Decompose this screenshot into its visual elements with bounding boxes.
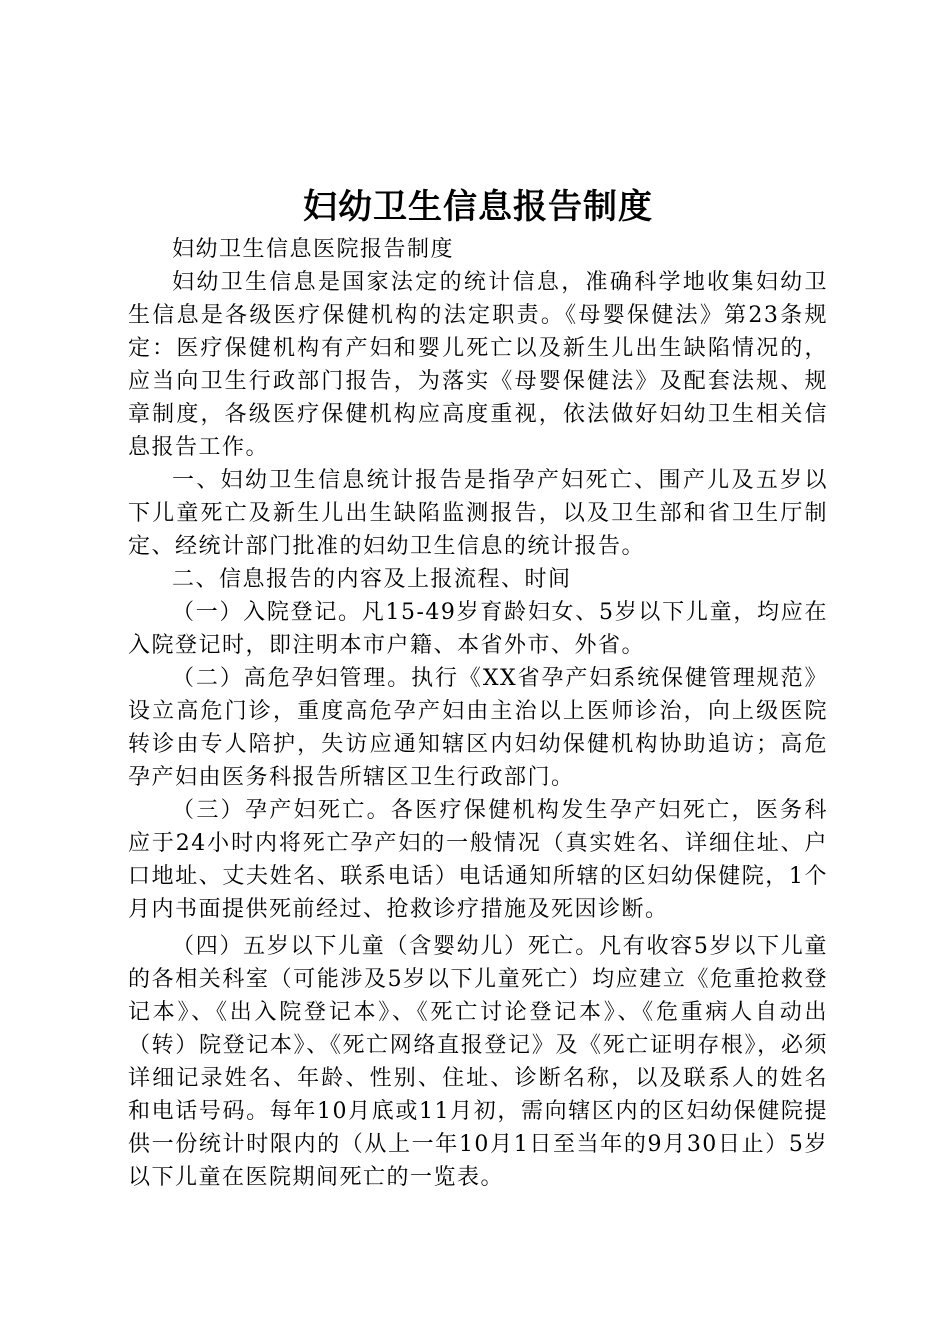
- item-admission-registration: （一）入院登记。凡15-49岁育龄妇女、5岁以下儿童，均应在入院登记时，即注明本市户籍、本省外市、外省。: [128, 600, 828, 658]
- item-high-risk-management: （二）高危孕妇管理。执行《XX省孕产妇系统保健管理规范》设立高危门诊，重度高危孕产妇由主治以上医师诊治，向上级医院转诊由专人陪护，失访应通知辖区内妇幼保健机构协助追访；高危孕产妇由医务科报告所辖区卫生行政部门。: [128, 666, 828, 790]
- subtitle-paragraph: 妇幼卫生信息医院报告制度: [172, 237, 455, 262]
- intro-paragraph: 妇幼卫生信息是国家法定的统计信息，准确科学地收集妇幼卫生信息是各级医疗保健机构的法定职责。《母婴保健法》第23条规定：医疗保健机构有产妇和婴儿死亡以及新生儿出生缺陷情况的，应当向卫生行政部门报告，为落实《母婴保健法》及配套法规、规章制度，各级医疗保健机构应高度重视，依法做好妇幼卫生相关信息报告工作。: [128, 270, 828, 460]
- section-one-paragraph: 一、妇幼卫生信息统计报告是指孕产妇死亡、围产儿及五岁以下儿童死亡及新生儿出生缺陷监测报告，以及卫生部和省卫生厅制定、经统计部门批准的妇幼卫生信息的统计报告。: [128, 468, 828, 559]
- section-two-heading: 二、信息报告的内容及上报流程、时间: [172, 567, 572, 592]
- document-title: 妇幼卫生信息报告制度: [303, 187, 653, 227]
- item-maternal-death: （三）孕产妇死亡。各医疗保健机构发生孕产妇死亡，医务科应于24小时内将死亡孕产妇的一般情况（真实姓名、详细住址、户口地址、丈夫姓名、联系电话）电话通知所辖的区妇幼保健院，1个月内书面提供死前经过、抢救诊疗措施及死因诊断。: [128, 798, 828, 922]
- item-child-death: （四）五岁以下儿童（含婴幼儿）死亡。凡有收容5岁以下儿童的各相关科室（可能涉及5岁以下儿童死亡）均应建立《危重抢救登记本》、《出入院登记本》、《死亡讨论登记本》、《危重病人自动出（转）院登记本》、《死亡网络直报登记》及《死亡证明存根》，必须详细记录姓名、年龄、性别、住址、诊断名称，以及联系人的姓名和电话号码。每年10月底或11月初，需向辖区内的区妇幼保健院提供一份统计时限内的（从上一年10月1日至当年的9月30日止）5岁以下儿童在医院期间死亡的一览表。: [128, 934, 828, 1190]
- document-page: [128, 185, 828, 1194]
